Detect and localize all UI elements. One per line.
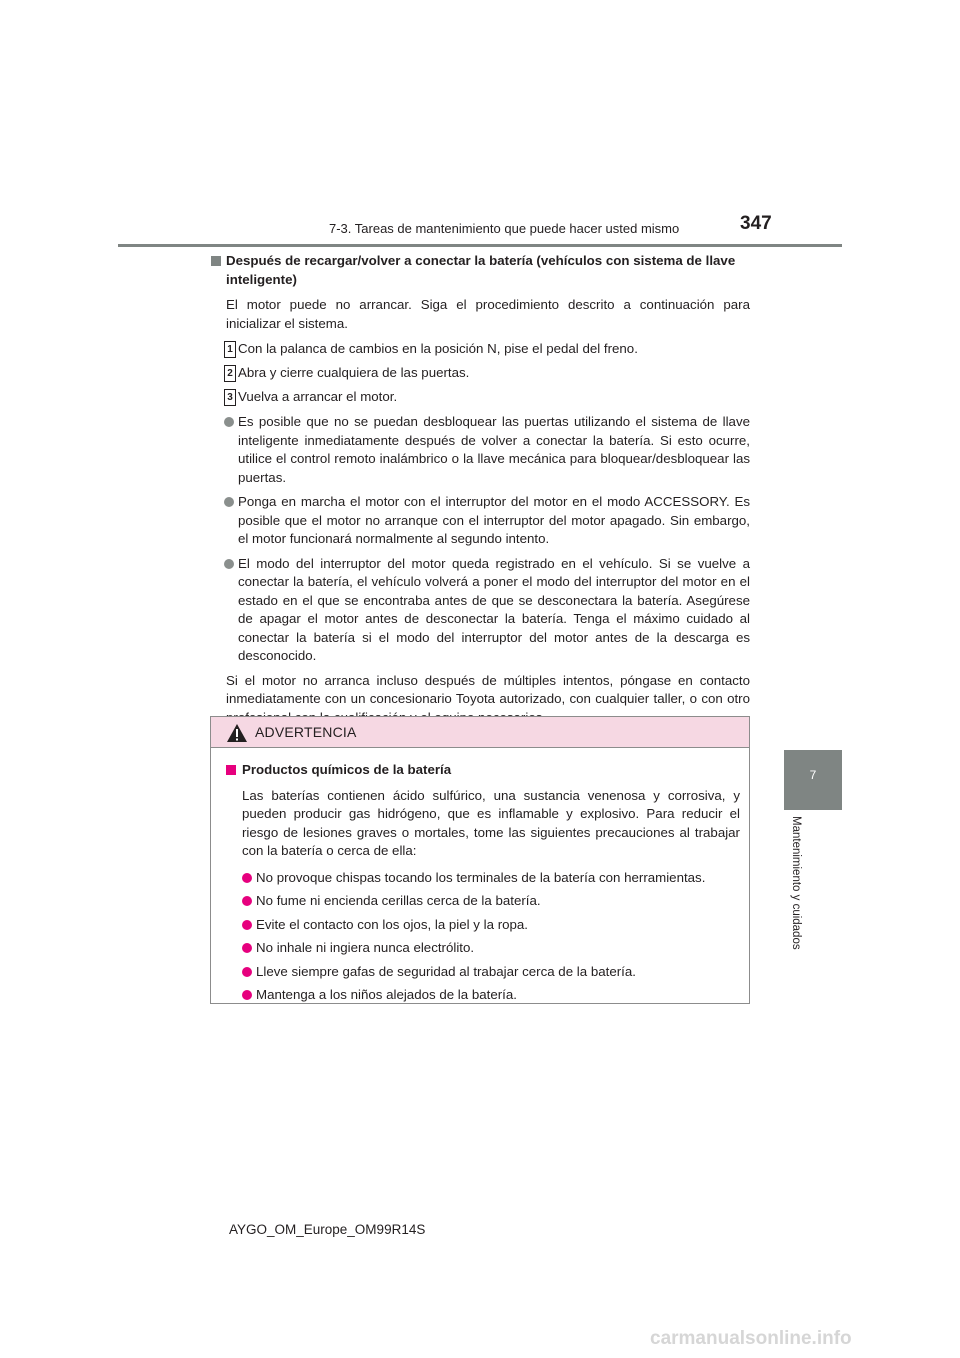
- warning-triangle-icon: [226, 723, 248, 743]
- warning-item: [225, 892, 740, 911]
- square-bullet-icon: [211, 256, 221, 266]
- header-section-title: 7-3. Tareas de mantenimiento que puede hacer usted mismo: [329, 221, 680, 236]
- intro-paragraph: El motor puede no arrancar. Siga el procedimiento descrito a continuación para inicializar el sistema.: [226, 297, 750, 331]
- main-content: [210, 252, 750, 734]
- chapter-number: 7: [809, 768, 817, 782]
- warning-item: [225, 986, 740, 1005]
- chapter-label: Mantenimiento y cuidados: [790, 816, 802, 950]
- note-bullet: [210, 413, 750, 487]
- warning-item-text: Evite el contacto con los ojos, la piel y la ropa.: [256, 916, 528, 932]
- warning-item: [225, 916, 740, 935]
- step-text: Vuelva a arrancar el motor.: [238, 389, 398, 404]
- round-bullet-icon: [242, 967, 252, 977]
- warning-header: [211, 717, 749, 748]
- round-bullet-icon: [224, 559, 234, 569]
- section-heading: [210, 252, 750, 289]
- warning-item: [225, 963, 740, 982]
- chapter-label-container: [783, 816, 807, 971]
- step-item: [210, 340, 750, 358]
- closing-paragraph: Si el motor no arranca incluso después de múltiples intentos, póngase en contacto inmediatamente con un concesionario Toyota autorizado, con cualquier taller, o con otro: [226, 672, 750, 706]
- page-number: 347: [740, 213, 772, 234]
- round-bullet-icon: [224, 497, 234, 507]
- warning-box: [210, 716, 750, 1004]
- warning-item: [225, 869, 740, 888]
- warning-title: ADVERTENCIA: [255, 724, 357, 740]
- step-item: [210, 364, 750, 382]
- header-rule: [118, 244, 842, 247]
- note-bullet: [210, 493, 750, 549]
- warning-item-text: No fume ni encienda cerillas cerca de la batería.: [256, 893, 541, 908]
- step-text: Abra y cierre cualquiera de las puertas.: [238, 365, 470, 380]
- section-heading-text: Después de recargar/volver a conectar la batería (vehículos con sistema de llave inteligente): [226, 253, 736, 287]
- step-number-badge: 2: [224, 365, 236, 382]
- step-text: Con la palanca de cambios en la posición N, pise el pedal del freno.: [238, 341, 638, 356]
- step-item: [210, 388, 750, 406]
- warning-item: [225, 939, 740, 958]
- round-bullet-icon: [224, 417, 234, 427]
- warning-item-text: No inhale ni ingiera nunca electrólito.: [256, 940, 475, 955]
- warning-paragraph: Las baterías contienen ácido sulfúrico, una sustancia venenosa y corrosiva, y pueden producir gas hidrógeno, que es inflamable y explosivo. Para reducir el riesgo de lesiones graves o mortales, tome las siguientes precauciones al trabajar con la batería o cerca de ella:: [242, 787, 740, 858]
- chapter-tab: [784, 750, 842, 810]
- round-bullet-icon: [242, 920, 252, 930]
- warning-item-text: No provoque chispas tocando los terminales de la batería con herramientas.: [256, 869, 706, 885]
- watermark: carmanualsonline.info: [650, 1328, 852, 1349]
- warning-heading: [225, 761, 740, 780]
- round-bullet-icon: [242, 943, 252, 953]
- warning-item-text: Mantenga a los niños alejados de la batería.: [256, 987, 517, 1002]
- note-text: Ponga en marcha el motor con el interruptor del motor en el modo ACCESSORY. Es posible que el motor no arranque con el interruptor del motor apagado. Sin embargo, el motor funcionará normalmente al segundo intento.: [238, 494, 750, 546]
- warning-heading-text: Productos químicos de la batería: [242, 762, 452, 777]
- round-bullet-icon: [242, 990, 252, 1000]
- square-bullet-icon: [226, 765, 236, 775]
- step-number-badge: 3: [224, 389, 236, 406]
- round-bullet-icon: [242, 896, 252, 906]
- note-text: El modo del interruptor del motor queda registrado en el vehículo. Si se vuelve a conectar la batería, el vehículo volverá a poner el modo del interruptor del motor en el estado en el que se encontraba antes de que se desconectara la batería. Asegúrese de apagar el motor antes de desconectar la batería. Tenga el máximo cuidado al conectar la batería si el modo del interruptor del motor antes de la descarga es desconocido.: [238, 555, 750, 663]
- step-number-badge: 1: [224, 341, 236, 358]
- warning-item-text: Lleve siempre gafas de seguridad al trabajar cerca de la batería.: [256, 963, 636, 979]
- note-bullet: [210, 555, 750, 666]
- warning-body: [225, 761, 740, 1010]
- round-bullet-icon: [242, 873, 252, 883]
- document-footer: AYGO_OM_Europe_OM99R14S: [229, 1222, 426, 1237]
- note-text: Es posible que no se puedan desbloquear las puertas utilizando el sistema de llave inteligente inmediatamente después de volver a conectar la batería. Si esto ocurre, utilice el control remoto inalámbrico o la llave mecánica para bloquear/desbloquear las puertas.: [238, 414, 750, 485]
